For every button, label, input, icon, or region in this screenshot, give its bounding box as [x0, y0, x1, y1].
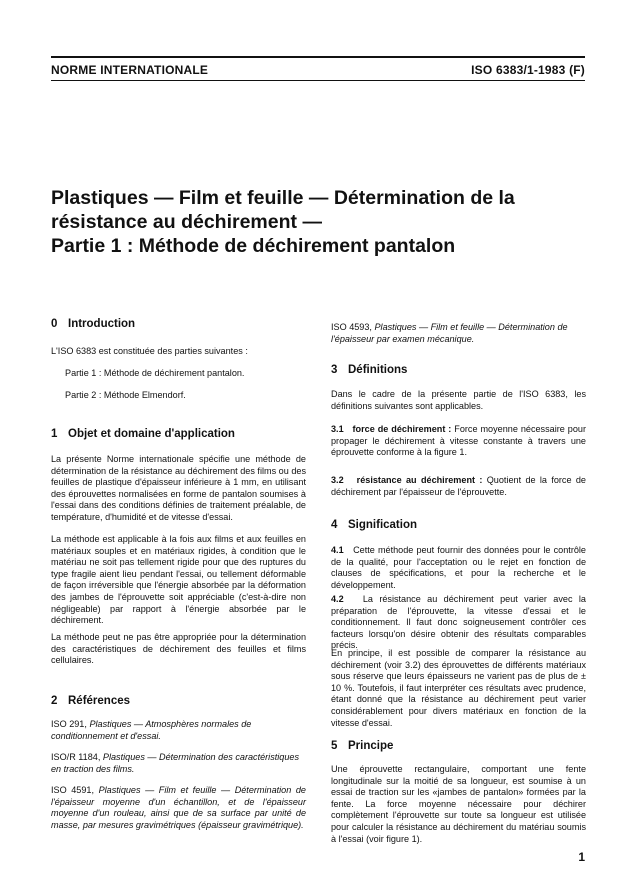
- title-line-2: résistance au déchirement —: [51, 211, 322, 233]
- intro-paragraph: L'ISO 6383 est constituée des parties suivantes :: [51, 346, 248, 356]
- reference-iso-4593: ISO 4593, Plastiques — Film et feuille — Détermination de l'épaisseur par examen mécanique.: [331, 322, 568, 344]
- definition-3-1: 3.1 force de déchirement : Force moyenne nécessaire pour propager le déchirement à vitesse constante à travers une éprouvette conforme à la figure 1.: [331, 424, 586, 458]
- section-2-heading: 2 Références: [51, 695, 131, 707]
- objet-paragraph-2: La méthode est applicable à la fois aux films et aux feuilles en matériaux souples et en matériaux rigides, à condition que le matériau ne soit pas tellement rigide pour que des ruptures du type fragile aient lieu pendant l'essai, ou tellement déformable de façon irréversible que l'énergie absorbée par la déformation des jambes de l'éprouvette soit appréciable (c'est-à-dire non négligeable) par rapport à l'énergie absorbée par le déchirement.: [51, 534, 306, 626]
- header-left: NORME INTERNATIONALE: [51, 63, 209, 77]
- section-5-heading: 5 Principe: [331, 740, 394, 752]
- section-3-heading: 3 Définitions: [331, 364, 408, 376]
- section-0-heading: 0 Introduction: [51, 318, 136, 330]
- intro-part-2: Partie 2 : Méthode Elmendorf.: [65, 390, 186, 400]
- signification-4-2: 4.2 La résistance au déchirement peut varier avec la préparation de l'éprouvette, la vitesse d'essai et le conditionnement. Il faut donc soigneusement contrôler ces facteurs lorsqu'on désire obtenir des résultats comparables précis.: [331, 594, 586, 651]
- title-line-1: Plastiques — Film et feuille — Détermination de la: [51, 187, 515, 209]
- principe-paragraph: Une éprouvette rectangulaire, comportant une fente longitudinale sur la moitié de sa longueur, est soumise à un essai de traction sur les «jambes de pantalon» formées par la fente. La force moyenne nécessaire pour déchirer complètement l'éprouvette sur toute sa longueur est utilisée pour calculer la résistance au déchirement du matériau soumis à l'essai (voir figure 1).: [331, 764, 586, 844]
- section-4-heading: 4 Signification: [331, 519, 417, 531]
- header-right: ISO 6383/1-1983 (F): [471, 63, 585, 77]
- reference-iso-291: ISO 291, Plastiques — Atmosphères normales de conditionnement et d'essai.: [51, 719, 252, 741]
- reference-iso-4591: ISO 4591, Plastiques — Film et feuille — Détermination de l'épaisseur moyenne d'un échantillon, et de l'épaisseur moyenne d'un rouleau, ainsi que de sa surface par unité de masse, par mesures gravimétriques (épaisseur gravimétrique).: [51, 785, 306, 830]
- objet-paragraph-1: La présente Norme internationale spécifie une méthode de détermination de la résistance au déchirement des films ou des feuilles de plastique d'épaisseur inférieure à 1 mm, en utilisant des éprouvettes normalisées en forme de pantalon soumises à l'essai dans des conditions définies de traitement préalable, de température, d'humidité et de vitesse d'essai.: [51, 454, 306, 522]
- intro-part-1: Partie 1 : Méthode de déchirement pantalon.: [65, 368, 245, 378]
- signification-4-1: 4.1 Cette méthode peut fournir des données pour le contrôle de la qualité, pour l'acceptation ou le rejet en fonction de clauses de spécifications, et pour la recherche et le développement.: [331, 545, 586, 590]
- objet-paragraph-3: La méthode peut ne pas être appropriée pour la détermination des caractéristiques de déchirement des feuilles et films cellulaires.: [51, 632, 306, 666]
- reference-iso-r-1184: ISO/R 1184, Plastiques — Détermination des caractéristiques en traction des films.: [51, 752, 300, 774]
- definition-3-2: 3.2 résistance au déchirement : Quotient de la force de déchirement par l'épaisseur de l'éprouvette.: [331, 475, 586, 497]
- signification-paragraph-3: En principe, il est possible de comparer la résistance au déchirement (voir 3.2) des éprouvettes de différents matériaux sous réserve que leurs épaisseurs ne varient pas de plus de ± 10 %. Toutefois, il faut interpréter ces résultats avec prudence, étant donné que la résistance au déchirement peut varier considérablement pour divers matériaux en fonction de la vitesse d'essai.: [331, 648, 586, 728]
- title-line-3: Partie 1 : Méthode de déchirement pantalon: [51, 235, 456, 257]
- header-rule-top: [51, 56, 585, 58]
- section-1-heading: 1 Objet et domaine d'application: [51, 428, 235, 440]
- definitions-intro: Dans le cadre de la présente partie de l'ISO 6383, les définitions suivantes sont applicables.: [331, 389, 586, 411]
- document-title: [51, 186, 591, 258]
- header-rule-bottom: [51, 80, 585, 81]
- page-number: 1: [578, 850, 585, 864]
